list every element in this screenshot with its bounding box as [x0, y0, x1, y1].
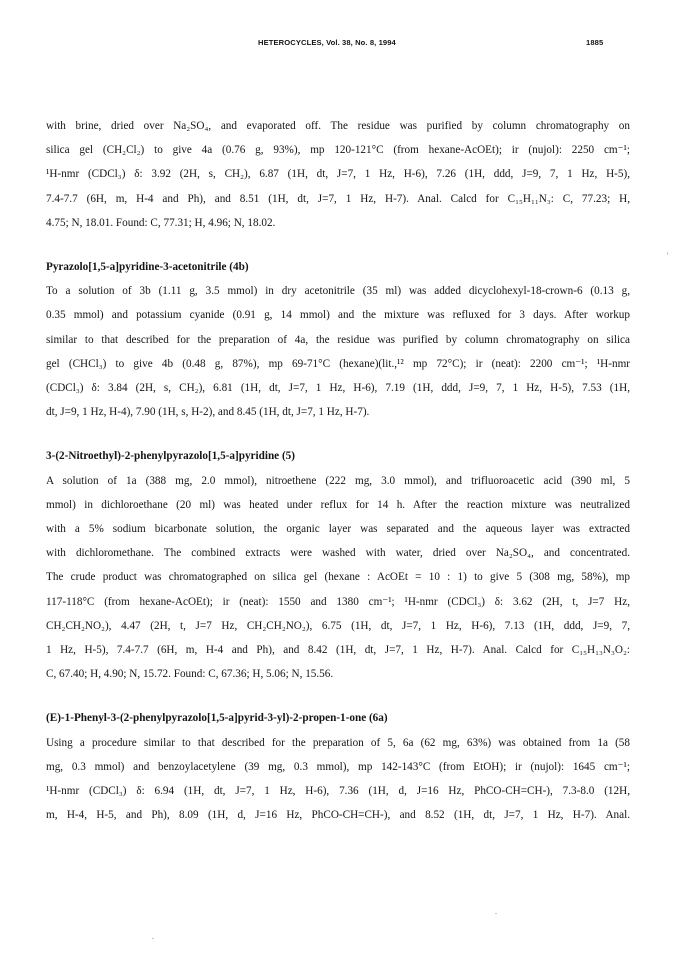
- text-line: 0.35 mmol) and potassium cyanide (0.91 g, 14 mmol) and the mixture was refluxed for 3 days. After workup: [46, 309, 630, 322]
- section-6a: [46, 706, 630, 827]
- text-line: m, H-4, H-5, and Ph), 8.09 (1H, d, J=16 Hz, PhCO-CH=CH-), and 8.52 (1H, dt, J=7, 1 Hz, H-7). Anal.: [46, 809, 630, 822]
- scan-speck: [152, 938, 154, 939]
- text-line: ¹H-nmr (CDCl₃) δ: 6.94 (1H, dt, J=7, 1 Hz, H-6), 7.36 (1H, d, J=16 Hz, PhCO-CH=CH-), 7.3-8.0 (12H,: [46, 785, 630, 798]
- text-line: ¹H-nmr (CDCl₃) δ: 3.92 (2H, s, CH₂), 6.87 (1H, dt, J=7, 1 Hz, H-6), 7.26 (1H, ddd, J=9, 7, 1 Hz, H-5),: [46, 168, 630, 181]
- section-5: [46, 444, 630, 686]
- text-line: mg, 0.3 mmol) and benzoylacetylene (39 mg, 0.3 mmol), mp 142-143°C (from EtOH); ir (nujol): 1645 cm⁻¹;: [46, 760, 630, 773]
- journal-citation: HETEROCYCLES, Vol. 38, No. 8, 1994: [258, 38, 396, 47]
- section-4a-tail: [46, 114, 630, 235]
- text-line: gel (CHCl₃) to give 4b (0.48 g, 87%), mp 69-71°C (hexane)(lit.,¹² mp 72°C); ir (neat): 2200 cm⁻¹; ¹H-nmr: [46, 357, 630, 370]
- text-line: mmol) in dichloroethane (20 ml) was heated under reflux for 14 h. After the reaction mixture was neutralized: [46, 498, 630, 511]
- text-line: A solution of 1a (388 mg, 2.0 mmol), nitroethene (222 mg, 3.0 mmol), and trifluoroacetic acid (390 ml, 5: [46, 474, 630, 487]
- scan-speck: [495, 913, 497, 914]
- scan-speck: [667, 252, 668, 255]
- text-line: CH₂CH₂NO₂), 4.47 (2H, t, J=7 Hz, CH₂CH₂NO₂), 6.75 (1H, dt, J=7, 1 Hz, H-6), 7.13 (1H, ddd, J=9, 7,: [46, 619, 630, 632]
- text-line: 1 Hz, H-5), 7.4-7.7 (6H, m, H-4 and Ph), and 8.42 (1H, dt, J=7, 1 Hz, H-7). Anal. Calcd for C₁₅H₁₃N₃O₂:: [46, 644, 630, 657]
- text-line: The crude product was chromatographed on silica gel (hexane : AcOEt = 10 : 1) to give 5 (308 mg, 58%), mp: [46, 571, 630, 584]
- section-4b: [46, 255, 630, 424]
- text-line: (CDCl₃) δ: 3.84 (2H, s, CH₂), 6.81 (1H, dt, J=7, 1 Hz, H-6), 7.19 (1H, ddd, J=9, 7, 1 Hz, H-5), 7.53 (1H,: [46, 382, 630, 395]
- article-body: [46, 114, 630, 827]
- text-line: Using a procedure similar to that described for the preparation of 5, 6a (62 mg, 63%) was obtained from 1a (58: [46, 736, 630, 749]
- page-number: 1885: [586, 38, 604, 47]
- text-line: silica gel (CH₂Cl₂) to give 4a (0.76 g, 93%), mp 120-121°C (from hexane-AcOEt); ir (nujol): 2250 cm⁻¹;: [46, 144, 630, 157]
- text-line: dt, J=9, 1 Hz, H-4), 7.90 (1H, s, H-2), and 8.45 (1H, dt, J=7, 1 Hz, H-7).: [46, 406, 370, 419]
- text-line: To a solution of 3b (1.11 g, 3.5 mmol) in dry acetonitrile (35 ml) was added dicyclohexyl-18-crown-6 (0.13 g,: [46, 285, 630, 298]
- compound-heading-4b: Pyrazolo[1,5-a]pyridine-3-acetonitrile (4b): [46, 261, 249, 274]
- compound-heading-6a: (E)-1-Phenyl-3-(2-phenylpyrazolo[1,5-a]pyrid-3-yl)-2-propen-1-one (6a): [46, 712, 388, 725]
- compound-heading-5: 3-(2-Nitroethyl)-2-phenylpyrazolo[1,5-a]pyridine (5): [46, 450, 295, 463]
- text-line: with dichloromethane. The combined extracts were washed with water, dried over Na₂SO₄, and concentrated.: [46, 547, 630, 560]
- text-line: similar to that described for the preparation of 4a, the residue was purified by column chromatography on silica: [46, 333, 630, 346]
- text-line: with brine, dried over Na₂SO₄, and evaporated off. The residue was purified by column chromatography on: [46, 120, 630, 132]
- running-header: [0, 38, 676, 52]
- text-line: 117-118°C (from hexane-AcOEt); ir (neat): 1550 and 1380 cm⁻¹; ¹H-nmr (CDCl₃) δ: 3.62 (2H, t, J=7 Hz,: [46, 595, 630, 608]
- text-line: C, 67.40; H, 4.90; N, 15.72. Found: C, 67.36; H, 5.06; N, 15.56.: [46, 668, 334, 681]
- text-line: with a 5% sodium bicarbonate solution, the organic layer was separated and the aqueous layer was extracted: [46, 523, 630, 536]
- text-line: 4.75; N, 18.01. Found: C, 77.31; H, 4.96; N, 18.02.: [46, 216, 276, 229]
- text-line: 7.4-7.7 (6H, m, H-4 and Ph), and 8.51 (1H, dt, J=7, 1 Hz, H-7). Anal. Calcd for C₁₅H₁₁N₃: C, 77.23; H,: [46, 192, 630, 205]
